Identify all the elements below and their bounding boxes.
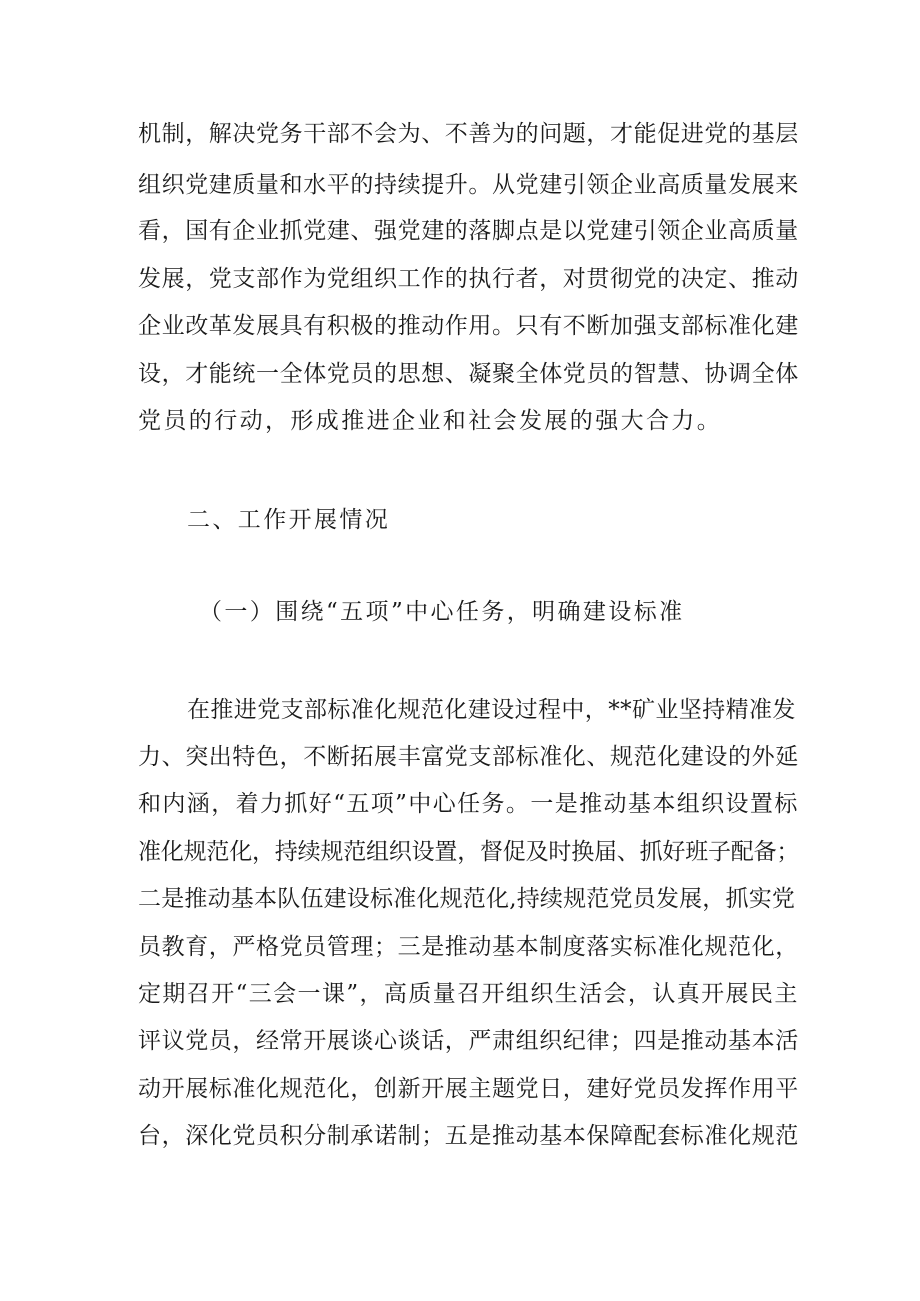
- paragraph-line: 动开展标准化规范化，创新开展主题党日，建好党员发挥作用平: [138, 1076, 799, 1102]
- section-heading: 二、工作开展情况: [187, 507, 391, 533]
- paragraph-line: 评议党员，经常开展谈心谈话，严肃组织纪律；四是推动基本活: [138, 1028, 799, 1054]
- paragraph-line: 台，深化党员积分制承诺制；五是推动基本保障配套标准化规范: [138, 1123, 799, 1149]
- paragraph-line: 和内涵，着力抓好“五项”中心任务。一是推动基本组织设置标: [138, 791, 799, 817]
- paragraph-line: 组织党建质量和水平的持续提升。从党建引领企业高质量发展来: [138, 172, 799, 198]
- paragraph-line: 党员的行动，形成推进企业和社会发展的强大合力。: [138, 408, 723, 434]
- paragraph-line: 二是推动基本队伍建设标准化规范化,持续规范党员发展，抓实党: [138, 886, 796, 912]
- paragraph-line: 发展，党支部作为党组织工作的执行者，对贯彻党的决定、推动: [138, 266, 799, 292]
- paragraph-line: 看，国有企业抓党建、强党建的落脚点是以党建引领企业高质量: [138, 218, 799, 244]
- paragraph-line: 在推进党支部标准化规范化建设过程中，**矿业坚持精准发: [187, 697, 796, 723]
- paragraph-line: 准化规范化，持续规范组织设置，督促及时换届、抓好班子配备；: [138, 839, 800, 865]
- paragraph-line: 设，才能统一全体党员的思想、凝聚全体党员的智慧、协调全体: [138, 361, 799, 387]
- subsection-heading: （一）围绕“五项”中心任务，明确建设标准: [199, 599, 685, 625]
- paragraph-line: 员教育，严格党员管理；三是推动基本制度落实标准化规范化，: [138, 934, 799, 960]
- paragraph-line: 力、突出特色，不断拓展丰富党支部标准化、规范化建设的外延: [138, 744, 799, 770]
- paragraph-line: 定期召开“三会一课”，高质量召开组织生活会，认真开展民主: [138, 981, 799, 1007]
- paragraph-line: 企业改革发展具有积极的推动作用。只有不断加强支部标准化建: [138, 313, 799, 339]
- paragraph-line: 机制，解决党务干部不会为、不善为的问题，才能促进党的基层: [138, 121, 799, 147]
